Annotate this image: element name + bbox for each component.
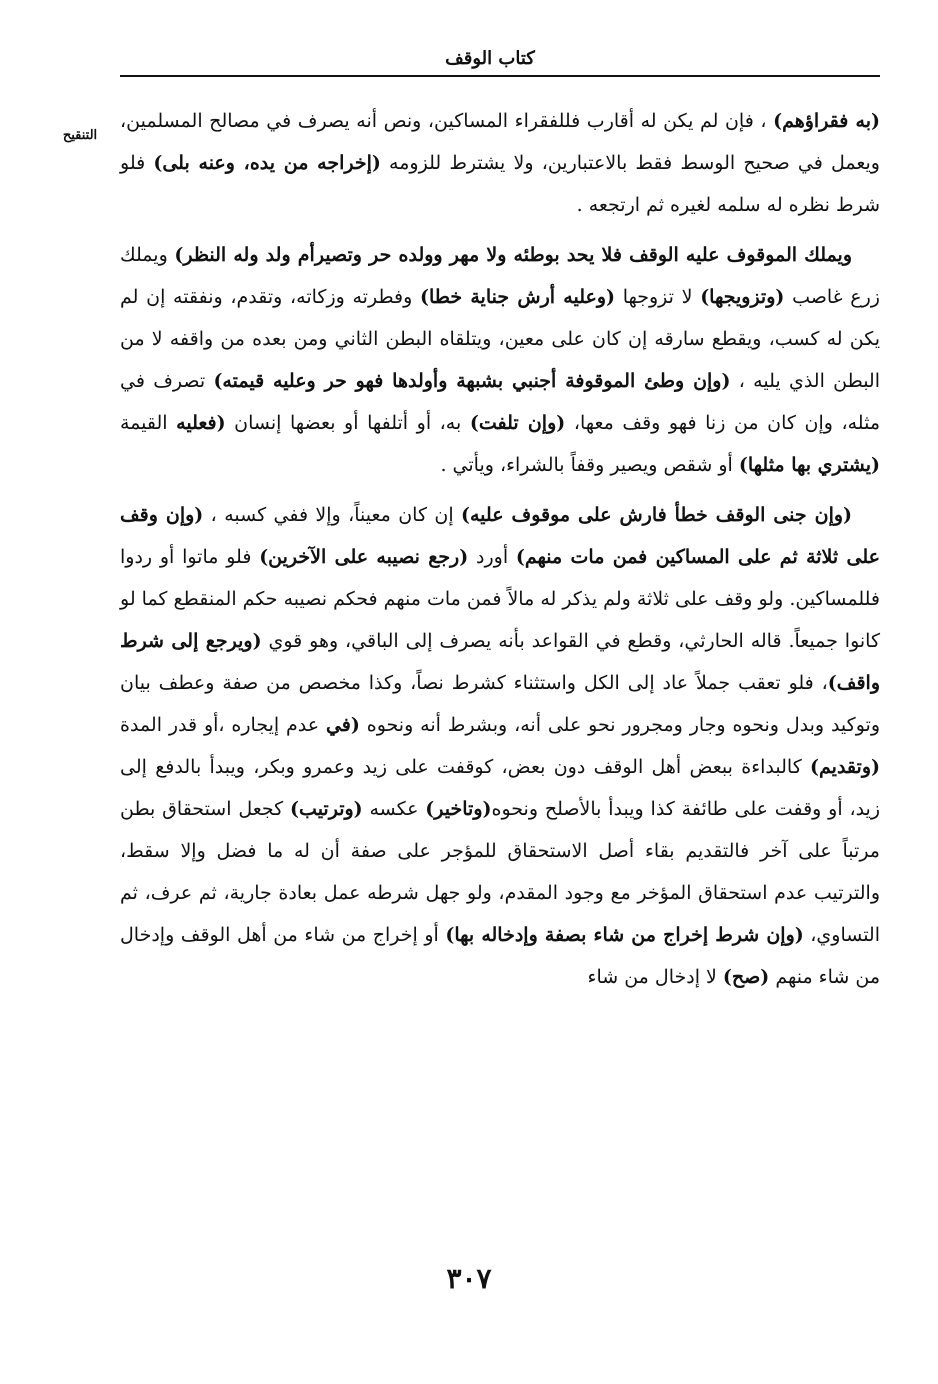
bold-text-run: (إخراجه من يده، وعنه بلى): [153, 152, 381, 174]
header-divider: [120, 75, 880, 77]
text-run: القيمة: [120, 412, 177, 434]
bold-text-run: (وإن جنى الوقف خطأ فارش على موقوف عليه): [461, 504, 853, 526]
body-text: [120, 100, 880, 1006]
paragraph: [120, 494, 880, 998]
bold-text-run: (وترتيب): [290, 798, 363, 820]
running-header-title: كتاب الوقف: [445, 48, 535, 69]
text-run: ، فلو تعقب جملاً عاد إلى الكل واستثناء كشرط نصاً، وكذا مخصص من صفة وعطف بيان وتوكيد وبدل ونحوه وجار ومجرور نحو على أنه، وبشرط أنه ونحوه: [120, 672, 880, 736]
text-run: إن كان معيناً، وإلا ففي كسبه ،: [203, 504, 461, 526]
text-run: به، أو أتلفها أو بعضها إنسان: [225, 412, 470, 434]
bold-text-run: (فعليه: [176, 412, 226, 434]
text-run: فلو ماتوا أو ردوا فللمساكين. ولو وقف على ثلاثة ولم يذكر له مالاً فمن مات منهم فحكم نصيبه حكم المنقطع كما لو كانوا جميعاً. قاله الحارثي، وقطع في القواعد بأنه يصرف إلى الباقي، وهو قوي: [120, 546, 881, 652]
bold-text-run: (وتزويجها): [700, 286, 785, 308]
text-run: عدم إيجاره ،أو قدر المدة: [120, 714, 326, 736]
bold-text-run: (وعليه أرش جناية خطا): [419, 286, 616, 308]
text-run: أورد: [468, 546, 516, 568]
text-run: فلو شرط نظره له سلمه لغيره ثم ارتجعه .: [120, 152, 880, 216]
text-run: ويملك زرع غاصب: [120, 244, 880, 308]
bold-text-run: (وإن وطئ الموقوفة أجنبي بشبهة وأولدها فهو حر وعليه قيمته): [213, 370, 731, 392]
margin-note: التنقيح: [62, 128, 98, 143]
text-run: كالبداءة ببعض أهل الوقف دون بعض، كوقفت على زيد وعمرو وبكر، ويبدأ بالدفع إلى زيد، أو وقفت على طائفة كذا ويبدأ بالأصلح ونحوه: [120, 756, 881, 820]
bold-text-run: (وتاخير): [425, 798, 492, 820]
paragraph: [120, 234, 880, 486]
bold-text-run: (وإن شرط إخراج من شاء بصفة وإدخاله بها): [445, 924, 804, 946]
text-run: لا تزوجها: [615, 286, 701, 308]
paragraph: [120, 100, 880, 226]
bold-text-run: (وإن تلفت): [469, 412, 566, 434]
bold-text-run: (صح): [722, 966, 770, 988]
bold-text-run: (وتقديم): [810, 756, 880, 778]
text-run: لا إدخال من شاء: [587, 966, 723, 988]
bold-text-run: (رجع نصيبه على الآخرين): [259, 546, 469, 568]
bold-text-run: (به فقراؤهم): [773, 110, 880, 132]
bold-text-run: (ويرجع إلى شرط واقف): [120, 630, 880, 694]
text-run: ، فإن لم يكن له أقارب فللفقراء المساكين، ونص أنه يصرف في مصالح المسلمين، ويعمل في صحيح الوسط فقط بالاعتبارين، ولا يشترط للزومه: [120, 110, 880, 174]
text-run: أو شقص ويصير وقفاً بالشراء، ويأتي .: [440, 454, 739, 476]
text-run: تصرف في مثله، وإن كان من زنا فهو وقف معها،: [120, 370, 881, 434]
text-run: عكسه: [362, 798, 426, 820]
bold-text-run: ويملك الموقوف عليه الوقف فلا يحد بوطئه ولا مهر وولده حر وتصيرأم ولد وله النظر): [174, 244, 852, 266]
bold-text-run: (يشتري بها مثلها): [738, 454, 880, 476]
bold-text-run: (وإن وقف على ثلاثة ثم على المساكين فمن مات منهم): [120, 504, 880, 568]
bold-text-run: (في: [325, 714, 360, 736]
text-run: أو إخراج من شاء من أهل الوقف وإدخال من شاء منهم: [120, 924, 880, 988]
text-run: كجعل استحقاق بطن مرتباً على آخر فالتقديم بقاء أصل الاستحقاق للمؤجر على صفة أن له ما فضل وإلا سقط، والترتيب عدم استحقاق المؤخر مع وجود المقدم، ولو جهل شرطه عمل بعادة جارية، ثم عرف، ثم التساوي،: [120, 798, 880, 946]
text-run: وفطرته وزكاته، وتقدم، ونفقته إن لم يكن له كسب، ويقطع سارقه إن كان على معين، ويتلقاه البطن الثاني ومن بعده من واقفه لا من البطن الذي يليه ،: [120, 286, 881, 392]
page-number: ٣٠٧: [446, 1262, 492, 1295]
